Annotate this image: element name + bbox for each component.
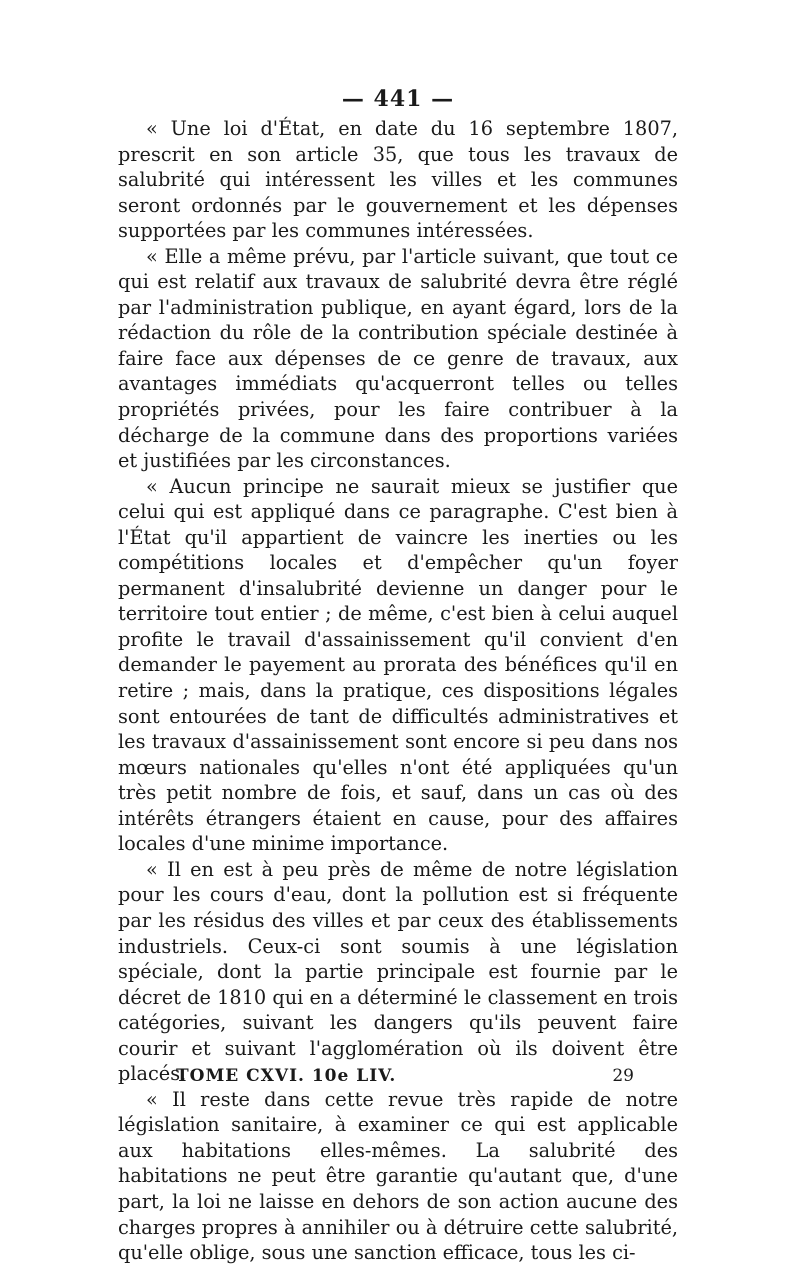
paragraph: « Il reste dans cette revue très rapide de notre législation sanitaire, à examiner ce qui est applicable aux habitations elles-mêmes. La salubrité des habitations ne peut être garantie qu'autant que, d'une part, la loi ne laisse en dehors de son action aucune des charges propres à annihiler ou à détruire cette salubrité, qu'elle oblige, sous une sanction efficace, tous les ci- bbox=[118, 1087, 678, 1265]
paragraph: « Il en est à peu près de même de notre législation pour les cours d'eau, dont la pollution est si fréquente par les résidus des villes et par ceux des établissements industriels. Ceux-ci sont soumis à une législation spéciale, dont la partie principale est fournie par le décret de 1810 qui en a déterminé le classement en trois catégories, suivant les dangers qu'ils peuvent faire courir et suivant l'agglomération où ils doivent être placés. bbox=[118, 857, 678, 1086]
signature-mark: TOME CXVI. 10e LIV. bbox=[176, 1066, 397, 1086]
page-number: — 441 — bbox=[341, 86, 455, 112]
folio-number: 29 bbox=[612, 1066, 634, 1086]
body-text bbox=[118, 116, 678, 1266]
document-page bbox=[118, 0, 678, 1265]
paragraph: « Elle a même prévu, par l'article suivant, que tout ce qui est relatif aux travaux de salubrité devra être réglé par l'administration publique, en ayant égard, lors de la rédaction du rôle de la contribution spéciale destinée à faire face aux dépenses de ce genre de travaux, aux avantages immédiats qu'acquerront telles ou telles propriétés privées, pour les faire contribuer à la décharge de la commune dans des proportions variées et justifiées par les circonstances. bbox=[118, 244, 678, 473]
paragraph: « Aucun principe ne saurait mieux se justifier que celui qui est appliqué dans ce paragraphe. C'est bien à l'État qu'il appartient de vaincre les inerties ou les compétitions locales et d'empêcher qu'un foyer permanent d'insalubrité devienne un danger pour le territoire tout entier ; de même, c'est bien à celui auquel profite le travail d'assainissement qu'il convient d'en demander le payement au prorata des bénéfices qu'il en retire ; mais, dans la pratique, ces dispositions légales sont entourées de tant de difficultés administratives et les travaux d'assainissement sont encore si peu dans nos mœurs nationales qu'elles n'ont été appliquées qu'un très petit nombre de fois, et sauf, dans un cas où des intérêts étrangers étaient en cause, pour des affaires locales d'une minime importance. bbox=[118, 474, 678, 856]
paragraph: « Une loi d'État, en date du 16 septembre 1807, prescrit en son article 35, que tous les travaux de salubrité qui intéressent les villes et les communes seront ordonnés par le gouvernement et les dépenses supportées par les communes intéressées. bbox=[118, 117, 678, 243]
